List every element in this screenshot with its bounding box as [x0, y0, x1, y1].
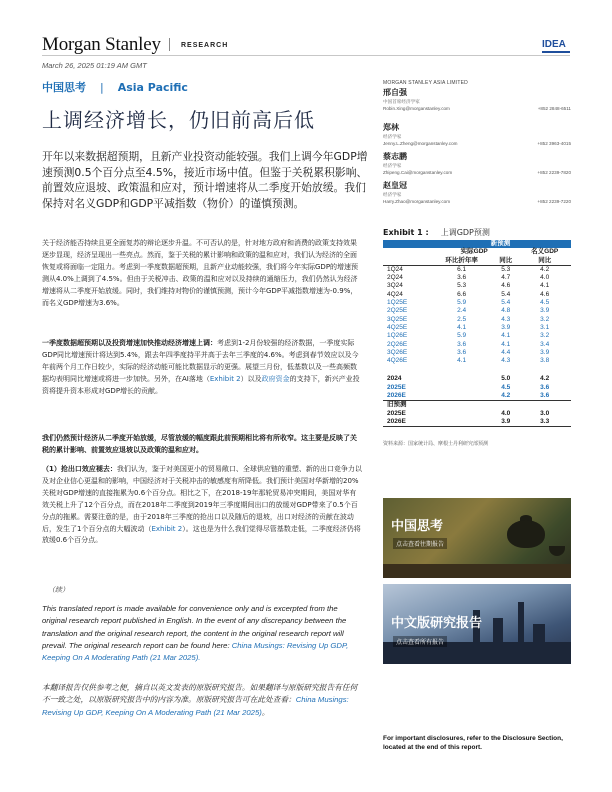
- table-cell-b: 4.3: [501, 315, 511, 323]
- table-cell-c: 3.8: [540, 357, 550, 365]
- table-cell-q: 2026E: [387, 392, 406, 400]
- exhibit-caption: 上调GDP预测: [440, 228, 490, 237]
- table-cell-q: 2Q26E: [387, 340, 408, 348]
- table-cell-a: 5.3: [457, 282, 467, 290]
- col-qoq-header: 环比折年率: [430, 257, 493, 266]
- analyst-card: [383, 122, 571, 146]
- table-row: [383, 384, 571, 392]
- table-row: [383, 324, 571, 332]
- table-cell-b: 4.3: [501, 357, 511, 365]
- table-row: [383, 299, 571, 307]
- table-cell-q: 3Q24: [387, 282, 403, 290]
- table-cell-a: 3.6: [457, 274, 467, 282]
- brand-research-label: RESEARCH: [181, 42, 229, 49]
- table-cell-q: 2Q24: [387, 274, 403, 282]
- analyst-phone: +852 2239-7220: [537, 199, 571, 204]
- table-cell-a: 4.1: [457, 357, 467, 365]
- table-cell-a: 2.5: [457, 315, 467, 323]
- table-row: [383, 274, 571, 282]
- paragraph-2-text-a: 考虑到1-2月份较强的经济数据，一季度实际GDP同比增速预计将达到5.4%，跟去年四季度持平并高于去年三季度的4.6%。考虑到春节效应以及今年前两个月工作日较少，实际的经济动能可能比数据显示的更强。展望三月份，低基数以及一些高频数据均表明同比增速或将进一步加快。另外，在AI落地（: [42, 339, 359, 383]
- table-row: [383, 282, 571, 290]
- table-row: [383, 341, 571, 349]
- table-cell-c: 3.0: [540, 409, 550, 417]
- table-cell-c: 3.3: [518, 418, 571, 427]
- table-cell-c: 3.6: [540, 392, 550, 400]
- analyst-name: 蔡志鹏: [383, 152, 407, 161]
- table-cell-q: 4Q24: [387, 290, 403, 298]
- table-row: [383, 392, 571, 401]
- table-cell-q: 1Q25E: [387, 299, 408, 307]
- table-cell-c: 4.2: [540, 265, 550, 273]
- series-separator: |: [100, 81, 104, 94]
- body-paragraph-3: [42, 433, 362, 457]
- table-cell-a: 4.1: [457, 323, 467, 331]
- analyst-card: [383, 87, 571, 111]
- table-cell-q: 4Q25E: [387, 323, 408, 331]
- analyst-name: 赵皇冠: [383, 181, 407, 190]
- table-cell-q: 4Q26E: [387, 357, 408, 365]
- analyst-name: 郑林: [383, 123, 399, 132]
- table-cell-a: 3.6: [457, 340, 467, 348]
- tray-graphic: [383, 564, 571, 578]
- table-cell-b: 5.3: [501, 265, 511, 273]
- table-cell-c: 3.2: [540, 315, 550, 323]
- analyst-role: 经济学家: [383, 163, 402, 168]
- analyst-name: 邢自强: [383, 88, 407, 97]
- table-cell-b: 4.7: [501, 274, 511, 282]
- paragraph-2-text-b: ）以及: [240, 374, 262, 383]
- body-paragraph-1: 关于经济能否持续且更全面复苏的辩论逐步升温。不可否认的是，针对地方政府和消费的政策支持效果逐步显现，经济呈现出一些亮点。然而，鉴于关税的累计影响和政策的温和应对，我们认为经济的全面恢复或将面临一定阻力。考虑到一季度数据超预期，且新产业动能较强，我们将今年实际GDP的增速预测从4.0%上调到了4.5%。但由于关税冲击、政策的温和应对以及持续的通缩压力，我们仍然认为经济增速将从二季度开始放缓。同时，我们维持对物价的谨慎预测，预计今年GDP平减指数增速为-0.9%，而名义GDP增速为3.6%。: [42, 239, 359, 307]
- table-cell-b: 3.9: [493, 418, 518, 427]
- table-cell-a: 5.9: [457, 332, 467, 340]
- table-cell-q: 2Q25E: [387, 307, 408, 315]
- table-cell-c: 4.5: [540, 299, 550, 307]
- continued-label: （续）: [48, 586, 69, 594]
- table-cell-c: 4.2: [540, 375, 550, 383]
- table-row: [383, 375, 571, 383]
- gdp-forecast-table: [383, 240, 571, 427]
- series-name: 中国思考: [42, 81, 86, 94]
- table-row: [383, 410, 571, 418]
- table-cell-b: 4.6: [501, 282, 511, 290]
- nominal-gdp-header: 名义GDP: [531, 248, 559, 256]
- table-cell-a: [430, 384, 493, 392]
- table-cell-b: 4.0: [501, 409, 511, 417]
- disclaimer-cn-end: 。: [261, 707, 270, 717]
- table-row: [383, 332, 571, 340]
- paragraph-3-bold: 我们仍然预计经济从二季度开始放缓，尽管放缓的幅度跟此前预期相比将有所收窄。这主要是反映了关税的累计影响、前置效应退坡以及政策的温和应对。: [42, 434, 357, 454]
- table-cell-c: 4.0: [540, 274, 550, 282]
- chinese-reports-promo[interactable]: [383, 584, 571, 664]
- original-report-link-en[interactable]: China Musings: Revising Up GDP, Keeping On A Moderating Path (21 Mar 2025).: [42, 640, 349, 663]
- table-row: [383, 349, 571, 357]
- table-row: [383, 307, 571, 315]
- disclaimer-english: [42, 603, 362, 664]
- table-cell-c: 3.1: [540, 323, 550, 331]
- table-cell-q: 2026E: [383, 418, 430, 427]
- government-funds-link[interactable]: 政府资金: [261, 374, 290, 383]
- paragraph-2-lead: 一季度数据超预期以及投资增速加快推动经济增速上调：: [42, 339, 217, 347]
- table-row: [383, 265, 571, 274]
- table-cell-a: 6.1: [457, 265, 467, 273]
- body-paragraph-2: [42, 338, 362, 398]
- paragraph-4-lead: （1）抢出口效应褪去：: [42, 465, 117, 473]
- table-cell-c: 3.4: [540, 340, 550, 348]
- promo-subtitle: 点击查看往期报告: [393, 538, 447, 549]
- table-cell-b: 4.8: [501, 307, 511, 315]
- series-line: [42, 79, 188, 95]
- table-cell-b: 5.4: [501, 290, 511, 298]
- exhibit-2-link[interactable]: Exhibit 2: [209, 374, 241, 383]
- table-row: [383, 418, 571, 427]
- china-musings-promo[interactable]: [383, 498, 571, 578]
- report-date: March 26, 2025 01:19 AM GMT: [42, 61, 147, 70]
- table-cell-q: 2024: [387, 375, 402, 383]
- brand-logo: Morgan Stanley: [42, 34, 161, 55]
- promo-subtitle: 点击查看所有报告: [393, 636, 447, 647]
- table-cell-c: 4.1: [540, 282, 550, 290]
- analyst-role: 经济学家: [383, 192, 402, 197]
- table-cell-b: 4.5: [501, 383, 511, 391]
- analyst-email[interactable]: Robin.Xing@morganstanley.com: [383, 106, 450, 111]
- table-cell-q: 1Q24: [387, 265, 403, 273]
- table-cell-b: 5.0: [501, 375, 511, 383]
- col-yoy-header: 同比: [493, 257, 518, 266]
- table-cell-a: 6.6: [457, 290, 467, 298]
- table-cell-q: 2025E: [387, 409, 406, 417]
- header-rule: [42, 55, 570, 56]
- analyst-role: 经济学家: [383, 134, 402, 139]
- table-cell-q: 1Q26E: [387, 332, 408, 340]
- body-paragraph-4: [42, 464, 362, 547]
- real-gdp-header: 实际GDP: [460, 248, 488, 256]
- exhibit-2-link-2[interactable]: Exhibit 2: [151, 524, 183, 533]
- table-cell-a: [430, 375, 493, 383]
- table-cell-b: 5.4: [501, 299, 511, 307]
- table-cell-c: 3.9: [540, 348, 550, 356]
- summary-paragraph: 开年以来数据超预期，且新产业投资动能较强。我们上调今年GDP增速预测0.5个百分点至4.5%，接近市场中值。但鉴于关税累积影响、前置效应退坡、政策温和应对，预计增速将从二季度开始放缓。我们保持对名义GDP和GDP平减指数（物价）的谨慎预测。: [42, 150, 368, 210]
- old-forecast-header: 旧预测: [383, 401, 571, 410]
- table-cell-b: 4.1: [501, 340, 511, 348]
- table-cell-c: 3.9: [540, 307, 550, 315]
- exhibit-label: Exhibit 1 :: [383, 228, 429, 237]
- disclaimer-chinese: [42, 682, 362, 719]
- new-forecast-band: 新预测: [430, 240, 571, 248]
- analyst-phone: +852 2848-6511: [537, 106, 571, 111]
- promo-title: 中国思考: [391, 519, 444, 534]
- table-cell-a: 2.4: [457, 307, 467, 315]
- analyst-card: [383, 151, 571, 175]
- analyst-role: 中国首席经济学家: [383, 99, 420, 104]
- table-cell-q: 3Q25E: [387, 315, 408, 323]
- idea-underline: [542, 51, 570, 53]
- analyst-phone: +852 3963-4015: [537, 141, 571, 146]
- paragraph-2-text-c: 的支持下，新兴产业投资将提升资本形成对GDP增长的贡献。: [42, 374, 360, 395]
- table-cell-q: 2025E: [387, 383, 406, 391]
- table-cell-q: 3Q26E: [387, 348, 408, 356]
- table-cell-c: 3.2: [540, 332, 550, 340]
- table-cell-a: [430, 392, 493, 401]
- analyst-email[interactable]: Zhipeng.Cai@morganstanley.com: [383, 170, 453, 175]
- table-cell-a: [430, 410, 493, 418]
- table-row: [383, 316, 571, 324]
- region-name: Asia Pacific: [117, 81, 188, 94]
- table-cell-c: 3.6: [540, 383, 550, 391]
- disclaimer-en-text: This translated report is made available for convenience only and is excerpted from the original research report published in English. In the event of any discrepancy between the translation and the original research report, the content in the original research report will prevail. The original research report can be found here:: [42, 604, 347, 650]
- table-cell-a: 3.6: [457, 348, 467, 356]
- idea-tag: IDEA: [542, 39, 566, 50]
- table-cell-b: 4.1: [501, 332, 511, 340]
- table-cell-a: 5.9: [457, 299, 467, 307]
- analyst-email[interactable]: Jenny.L.Zheng@morganstanley.com: [383, 141, 458, 146]
- table-cell-b: 4.2: [501, 392, 511, 400]
- teacup-graphic: [549, 546, 565, 556]
- promo-title: 中文版研究报告: [391, 616, 483, 631]
- paragraph-4-text-b: ）。这也是为什么我们觉得尽管基数走低，二季度经济仍将放缓0.6个百分点。: [42, 524, 361, 545]
- table-cell-c: 4.6: [540, 290, 550, 298]
- exhibit-source: 资料来源：国家统计局、摩根士丹利研究部预测: [383, 441, 489, 447]
- table-cell-b: 3.9: [501, 323, 511, 331]
- analyst-card: [383, 180, 571, 204]
- teapot-graphic: [507, 520, 545, 548]
- col-nominal-yoy-header: 同比: [518, 257, 571, 266]
- analyst-email[interactable]: Harry.Zhao@morganstanley.com: [383, 199, 451, 204]
- disclosure-note: For important disclosures, refer to the Disclosure Section, located at the end of this report.: [383, 735, 563, 751]
- exhibit-title: [383, 227, 490, 238]
- paragraph-4-text-a: 我们认为，鉴于对美国更小的贸易敞口、全球供应链的重塑、新的出口竞争力以及对企业信心更温和的影响，中国经济对于关税冲击的敏感度有所降低。我们预计美国对华新增的20%关税对GDP增速的直接拖累为0.6个百分点。相比之下，在2018-19年那轮贸易冲突期间，美国对华有效关税上升了12个百分点，而在2018年二季度到2019年三季度期间出口的放缓对GDP带来了0.5个百分点的拖累。需要注意的是，由于2018年三季度的抢出口以及随后的退坡，出口对经济的贡献在波动后，发生了1个百分点的大幅波动（: [42, 465, 362, 533]
- table-cell-a: [430, 418, 493, 427]
- analyst-phone: +852 2239-7820: [537, 170, 571, 175]
- original-report-link-cn[interactable]: China Musings: Revising Up GDP, Keeping On A Moderating Path (21 Mar 2025): [42, 695, 349, 717]
- table-row: [383, 357, 571, 365]
- table-row: [383, 291, 571, 299]
- page-title: 上调经济增长，仍旧前高后低: [42, 108, 315, 132]
- disclaimer-cn-text: 本翻译报告仅供参考之便，摘自以英文发表的原版研究报告。如果翻译与原版研究报告有任何不一致之处，以原版研究报告中的内容为准。原版研究报告可在此处查看：: [42, 683, 358, 705]
- table-cell-b: 4.4: [501, 348, 511, 356]
- brand-divider: [169, 38, 170, 51]
- entity-name: MORGAN STANLEY ASIA LIMITED: [383, 80, 468, 86]
